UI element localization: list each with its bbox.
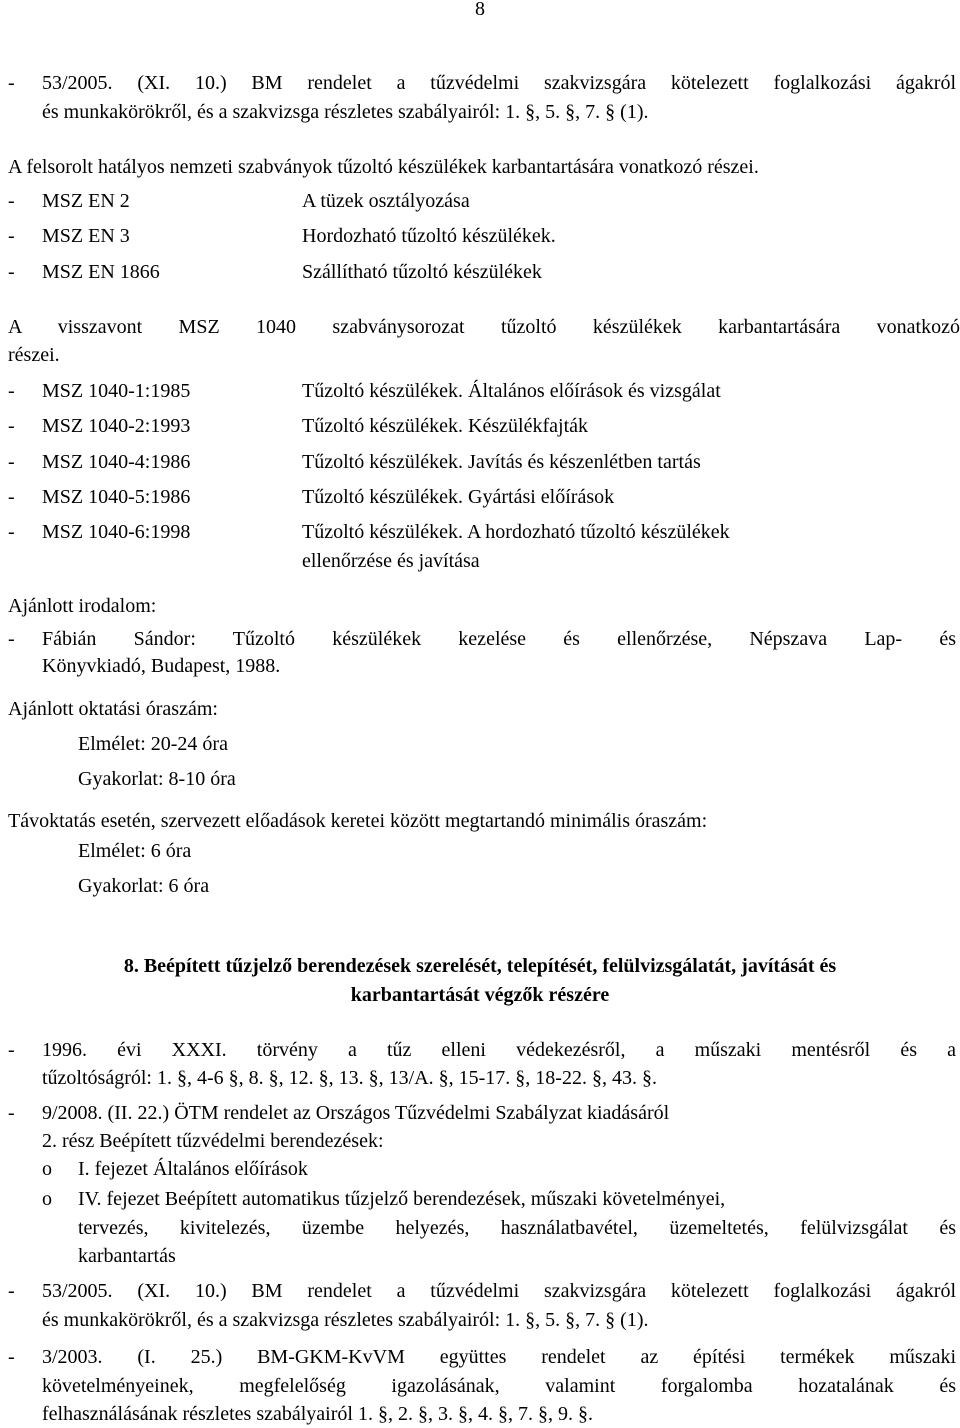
kvvm-ref-line-2: követelményeinek, megfelelőség igazolásának, valamint forgalomba hozatalának és bbox=[42, 1375, 956, 1397]
hours-practice: Gyakorlat: 8-10 óra bbox=[78, 768, 236, 790]
kvvm-ref-line-3: felhasználásának részletes szabályairól 1. §, 2. §, 3. §, 4. §, 7. §, 9. §. bbox=[42, 1403, 593, 1425]
hours-heading: Ajánlott oktatási óraszám: bbox=[8, 698, 218, 720]
standard-code: MSZ EN 2 bbox=[42, 190, 130, 212]
section-8-title-line-2: karbantartását végzők részére bbox=[350, 984, 610, 1006]
list-dash: - bbox=[8, 1102, 15, 1124]
standard-title-cont: ellenőrzése és javítása bbox=[302, 550, 480, 572]
top-ref-line-1: 53/2005. (XI. 10.) BM rendelet a tűzvédelmi szakvizsgára kötelezett foglalkozási ágakról bbox=[42, 72, 956, 94]
otm-line-1: 9/2008. (II. 22.) ÖTM rendelet az Országos Tűzvédelmi Szabályzat kiadásáról bbox=[42, 1102, 670, 1124]
standard-title: Tűzoltó készülékek. A hordozható tűzoltó készülékek bbox=[302, 521, 730, 543]
law-1996-line-2: tűzoltóságról: 1. §, 4-6 §, 8. §, 12. §, 13. §, 13/A. §, 15-17. §, 18-22. §, 43. §. bbox=[42, 1067, 657, 1089]
list-dash: - bbox=[8, 225, 15, 247]
standard-code: MSZ 1040-1:1985 bbox=[42, 380, 191, 402]
standard-title: Hordozható tűzoltó készülékek. bbox=[302, 225, 556, 247]
otm-line-2: 2. rész Beépített tűzvédelmi berendezések: bbox=[42, 1130, 384, 1152]
hours-theory: Elmélet: 20-24 óra bbox=[78, 733, 228, 755]
withdrawn-intro-line-1: A visszavont MSZ 1040 szabványsorozat tűzoltó készülékek karbantartására vonatkozó bbox=[8, 316, 960, 338]
standard-code: MSZ EN 1866 bbox=[42, 261, 160, 283]
literature-item-line-2: Könyvkiadó, Budapest, 1988. bbox=[42, 655, 281, 677]
list-dash: - bbox=[8, 628, 15, 650]
standard-code: MSZ 1040-4:1986 bbox=[42, 451, 191, 473]
standard-title: Tűzoltó készülékek. Javítás és készenlétben tartás bbox=[302, 451, 701, 473]
list-dash: - bbox=[8, 521, 15, 543]
otm-sub-item-2-line-1: IV. fejezet Beépített automatikus tűzjelző berendezések, műszaki követelményei, bbox=[78, 1188, 726, 1210]
distance-theory: Elmélet: 6 óra bbox=[78, 840, 192, 862]
law-1996-line-1: 1996. évi XXXI. törvény a tűz elleni védekezésről, a műszaki mentésről és a bbox=[42, 1039, 956, 1061]
standard-title: Tűzoltó készülékek. Készülékfajták bbox=[302, 415, 588, 437]
list-dash: - bbox=[8, 72, 15, 94]
otm-sub-item-2-line-3: karbantartás bbox=[78, 1245, 176, 1267]
section-8-title-line-1: 8. Beépített tűzjelző berendezések szerelését, telepítését, felülvizsgálatát, javítását és bbox=[123, 955, 837, 977]
bullet-marker: o bbox=[42, 1188, 52, 1210]
standard-code: MSZ 1040-5:1986 bbox=[42, 486, 191, 508]
bm-ref-line-1: 53/2005. (XI. 10.) BM rendelet a tűzvédelmi szakvizsgára kötelezett foglalkozási ágakról bbox=[42, 1280, 956, 1302]
standard-code: MSZ EN 3 bbox=[42, 225, 130, 247]
national-standards-intro: A felsorolt hatályos nemzeti szabványok tűzoltó készülékek karbantartására vonatkozó részei. bbox=[8, 156, 759, 178]
standard-title: Tűzoltó készülékek. Általános előírások és vizsgálat bbox=[302, 380, 721, 402]
list-dash: - bbox=[8, 1039, 15, 1061]
standard-code: MSZ 1040-6:1998 bbox=[42, 521, 191, 543]
list-dash: - bbox=[8, 261, 15, 283]
list-dash: - bbox=[8, 1280, 15, 1302]
list-dash: - bbox=[8, 486, 15, 508]
distance-heading: Távoktatás esetén, szervezett előadások keretei között megtartandó minimális óraszám: bbox=[8, 810, 708, 832]
standard-code: MSZ 1040-2:1993 bbox=[42, 415, 191, 437]
list-dash: - bbox=[8, 1346, 15, 1368]
top-ref-line-2: és munkakörökről, és a szakvizsga részletes szabályairól: 1. §, 5. §, 7. § (1). bbox=[42, 101, 649, 123]
kvvm-ref-line-1: 3/2003. (I. 25.) BM-GKM-KvVM együttes rendelet az építési termékek műszaki bbox=[42, 1346, 956, 1368]
bm-ref-line-2: és munkakörökről, és a szakvizsga részletes szabályairól: 1. §, 5. §, 7. § (1). bbox=[42, 1309, 649, 1331]
bullet-marker: o bbox=[42, 1158, 52, 1180]
list-dash: - bbox=[8, 451, 15, 473]
literature-item-line-1: Fábián Sándor: Tűzoltó készülékek kezelése és ellenőrzése, Népszava Lap- és bbox=[42, 628, 956, 650]
list-dash: - bbox=[8, 380, 15, 402]
standard-title: Szállítható tűzoltó készülékek bbox=[302, 261, 542, 283]
list-dash: - bbox=[8, 415, 15, 437]
standard-title: A tüzek osztályozása bbox=[302, 190, 470, 212]
otm-sub-item-2-line-2: tervezés, kivitelezés, üzembe helyezés, használatbavétel, üzemeltetés, felülvizsgálat és bbox=[78, 1217, 956, 1239]
literature-heading: Ajánlott irodalom: bbox=[8, 595, 157, 617]
list-dash: - bbox=[8, 190, 15, 212]
page-number: 8 bbox=[475, 0, 485, 20]
otm-sub-item-1: I. fejezet Általános előírások bbox=[78, 1158, 308, 1180]
standard-title: Tűzoltó készülékek. Gyártási előírások bbox=[302, 486, 615, 508]
withdrawn-intro-line-2: részei. bbox=[8, 344, 60, 366]
distance-practice: Gyakorlat: 6 óra bbox=[78, 875, 210, 897]
